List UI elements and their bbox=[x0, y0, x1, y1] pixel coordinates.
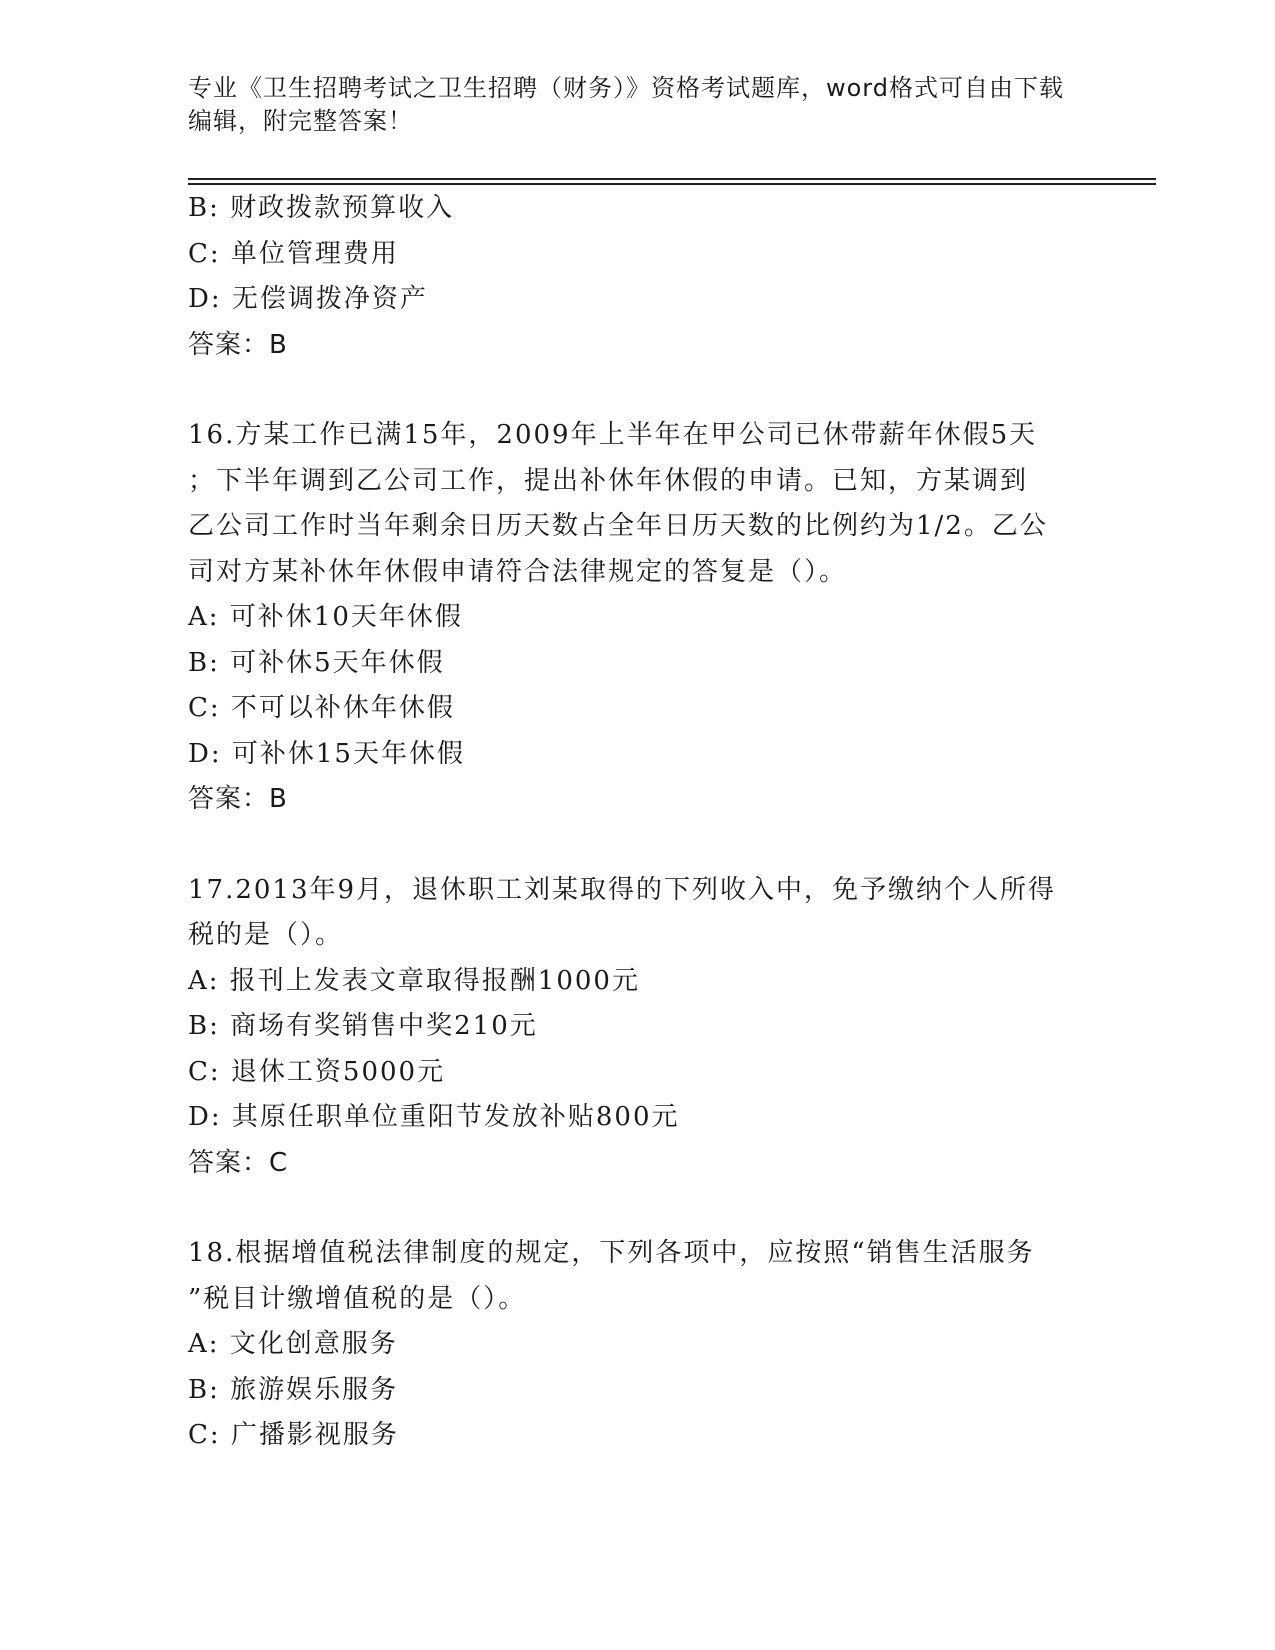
question-content bbox=[188, 186, 1088, 1459]
option-c: C: 退休工资5000元 bbox=[188, 1056, 446, 1087]
header-rule-top bbox=[188, 178, 1156, 180]
header-line-1: 专业《卫生招聘考试之卫生招聘（财务）》资格考试题库，word格式可自由下载 bbox=[188, 74, 1064, 102]
question-text-line: ；下半年调到乙公司工作，提出补休年休假的申请。已知，方某调到 bbox=[188, 465, 1029, 496]
question-text-line: 税的是（）。 bbox=[188, 920, 344, 950]
question-text-line: 16.方某工作已满15年，2009年上半年在甲公司已休带薪年休假5天 bbox=[188, 420, 1038, 450]
question-text-line: 乙公司工作时当年剩余日历天数占全年日历天数的比例约为1/2。乙公 bbox=[188, 511, 1048, 541]
spacer bbox=[188, 1186, 1088, 1231]
option-b: B: 商场有奖销售中奖210元 bbox=[188, 1011, 538, 1041]
option-d: D: 其原任职单位重阳节发放补贴800元 bbox=[188, 1102, 680, 1132]
answer: 答案：C bbox=[188, 1147, 289, 1178]
page-header bbox=[188, 72, 1088, 138]
question-text-line: 17.2013年9月，退休职工刘某取得的下列收入中，免予缴纳个人所得 bbox=[188, 874, 1057, 905]
option-c: C: 单位管理费用 bbox=[188, 238, 399, 269]
option-a: A: 文化创意服务 bbox=[188, 1329, 398, 1359]
option-a: A: 报刊上发表文章取得报酬1000元 bbox=[188, 965, 640, 996]
header-line-2: 编辑，附完整答案！ bbox=[188, 107, 413, 135]
answer: 答案：B bbox=[188, 784, 288, 814]
question-15 bbox=[188, 186, 1088, 368]
option-b: B: 可补休5天年休假 bbox=[188, 647, 445, 678]
option-c: C: 广播影视服务 bbox=[188, 1420, 399, 1450]
spacer bbox=[188, 823, 1088, 868]
question-text-line: ”税目计缴增值税的是（）。 bbox=[188, 1283, 527, 1314]
option-b: B: 财政拨款预算收入 bbox=[188, 193, 455, 223]
question-text-line: 司对方某补休年休假申请符合法律规定的答复是（）。 bbox=[188, 556, 848, 587]
option-d: D: 可补休15天年休假 bbox=[188, 738, 465, 769]
question-17 bbox=[188, 868, 1088, 1187]
header-rule-bottom bbox=[188, 183, 1156, 185]
option-d: D: 无偿调拨净资产 bbox=[188, 284, 428, 314]
option-a: A: 可补休10天年休假 bbox=[188, 602, 463, 632]
option-b: B: 旅游娱乐服务 bbox=[188, 1374, 399, 1405]
question-text-line: 18.根据增值税法律制度的规定，下列各项中，应按照“销售生活服务 bbox=[188, 1238, 1035, 1268]
spacer bbox=[188, 368, 1088, 413]
option-c: C: 不可以补休年休假 bbox=[188, 693, 455, 723]
answer: 答案：B bbox=[188, 329, 288, 360]
question-16 bbox=[188, 413, 1088, 823]
question-18 bbox=[188, 1231, 1088, 1459]
